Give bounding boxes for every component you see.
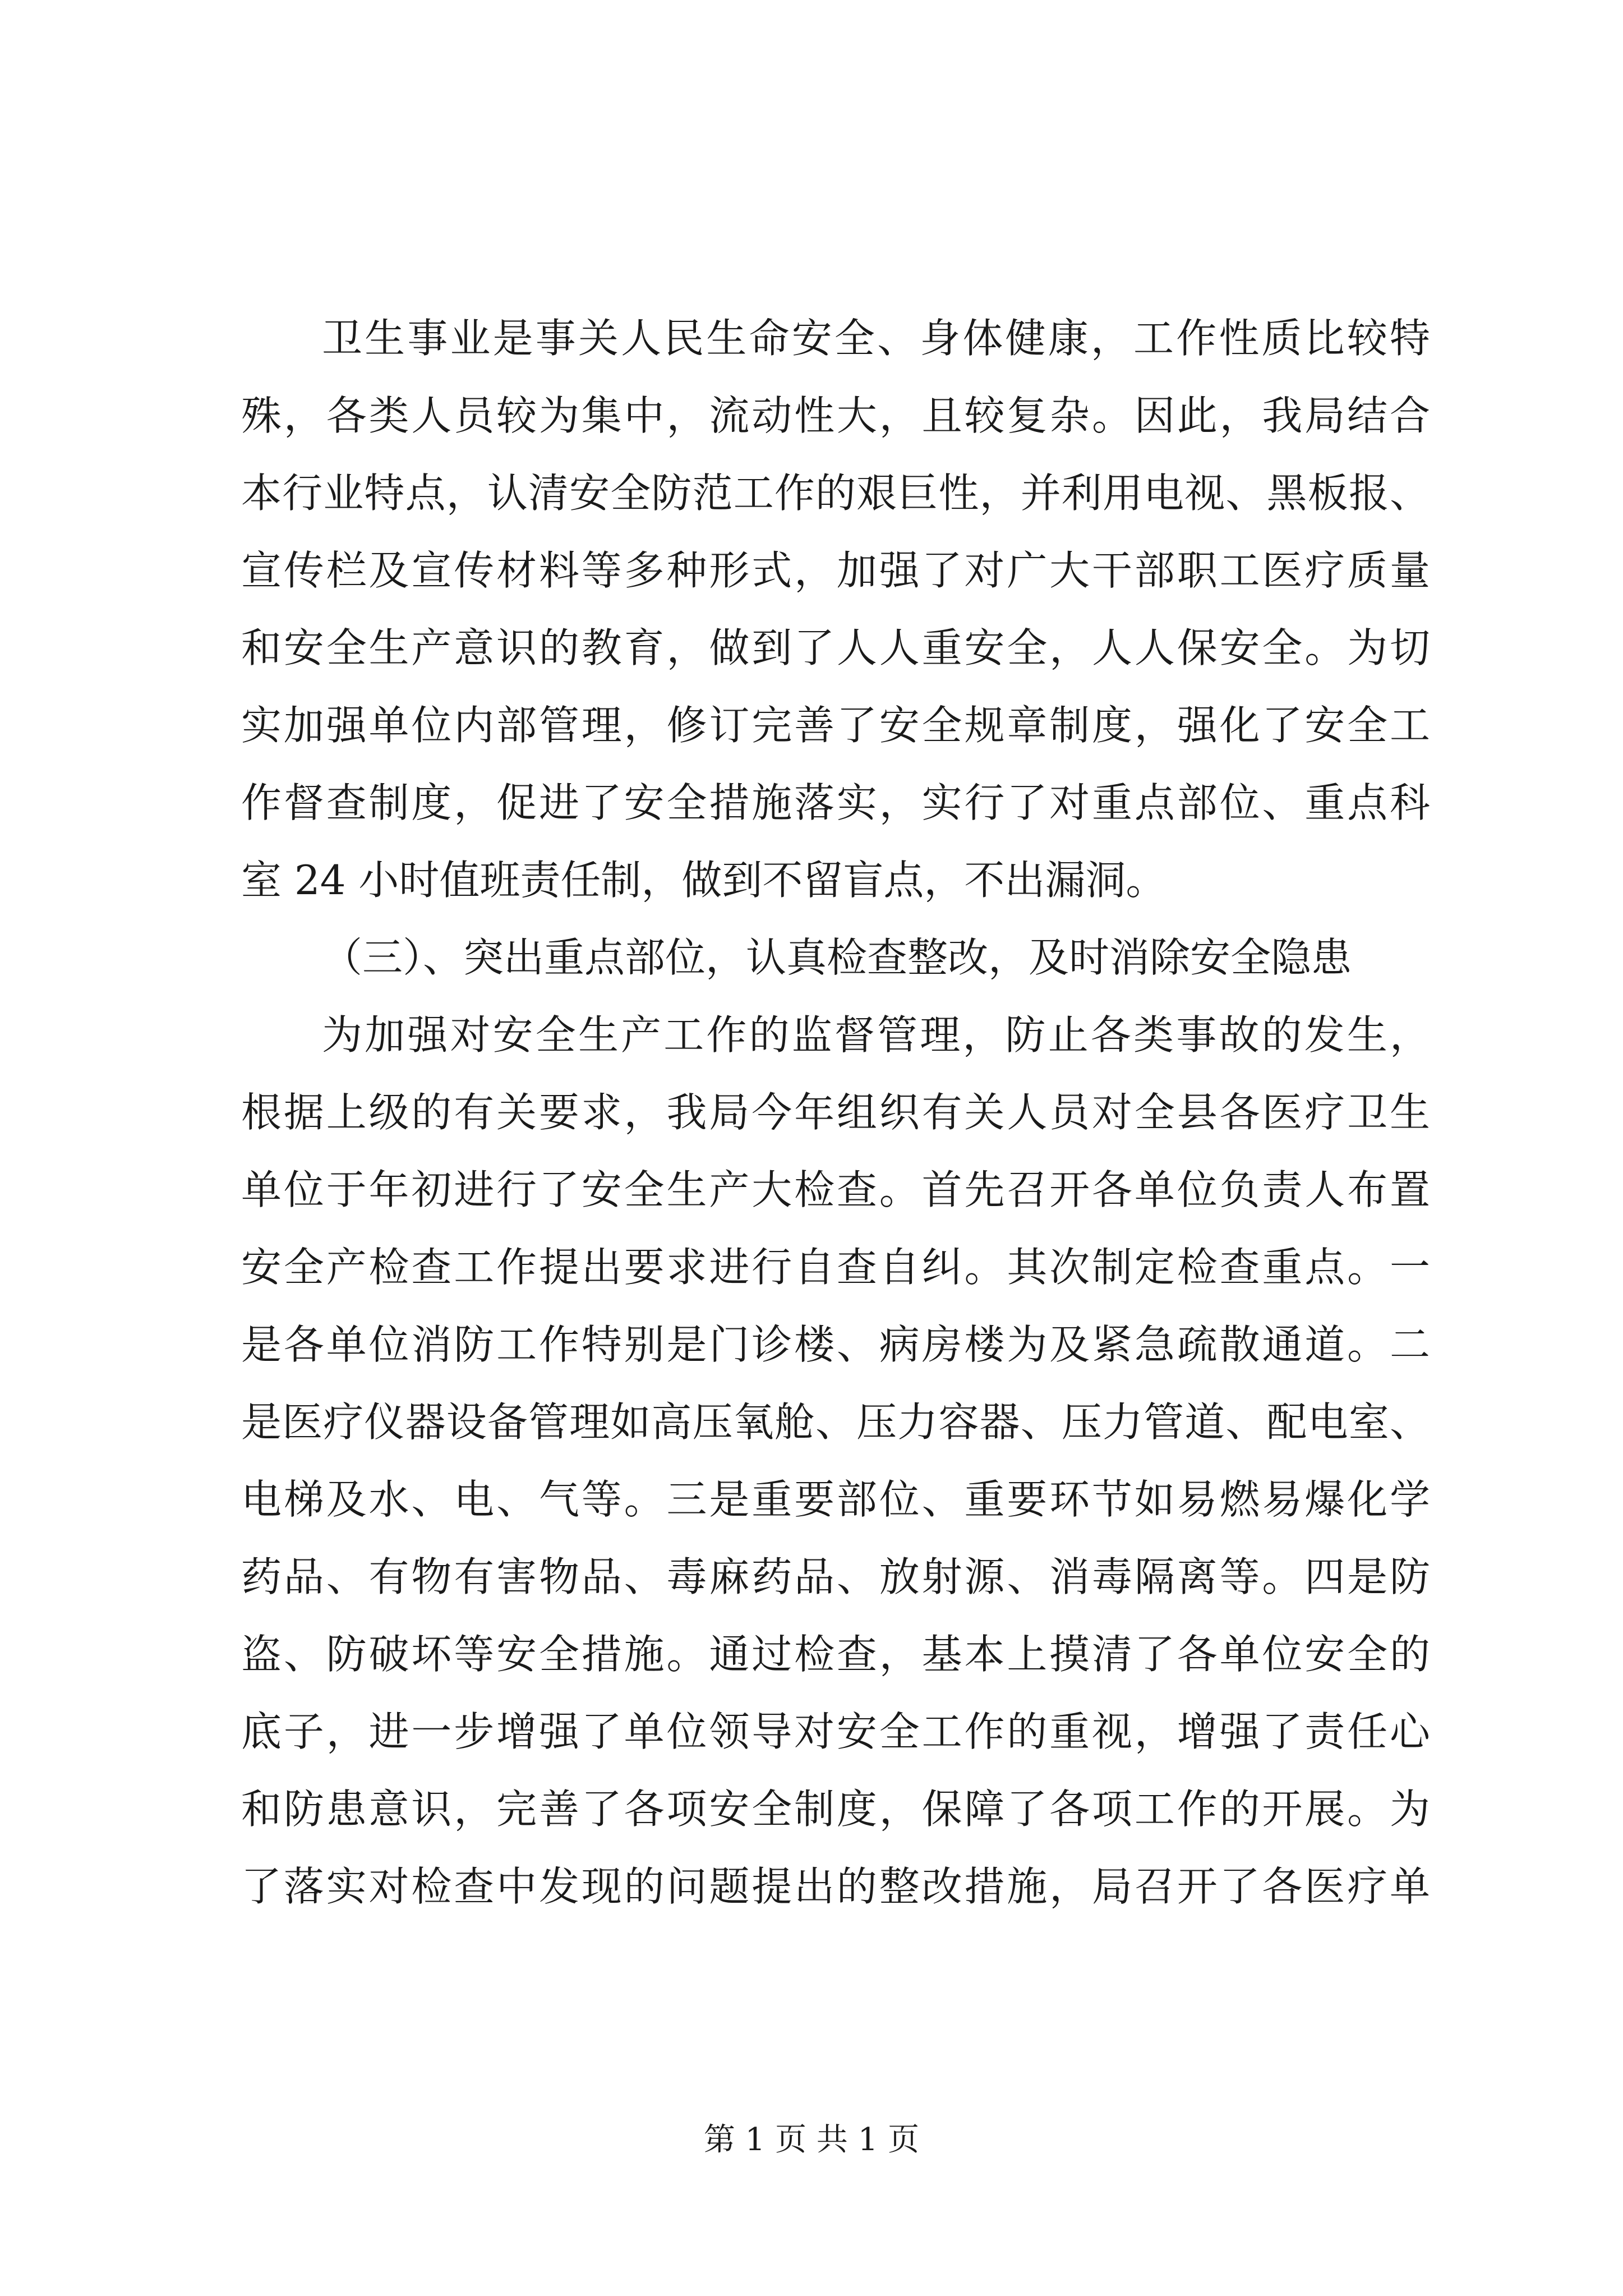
paragraph-2-line-11: 和防患意识，完善了各项安全制度，保障了各项工作的开展。为 [241,1786,1430,1833]
paragraph-1-line-4: 宣传栏及宣传材料等多种形式，加强了对广大干部职工医疗质量 [241,547,1430,594]
paragraph-1-line-6: 实加强单位内部管理，修订完善了安全规章制度，强化了安全工 [241,702,1430,749]
page-footer [0,2118,1623,2162]
paragraph-1-line-7: 作督查制度，促进了安全措施落实，实行了对重点部位、重点科 [241,779,1430,826]
section-heading-3: （三）、突出重点部位，认真检查整改，及时消除安全隐患 [322,934,1352,981]
paragraph-2-line-9: 盗、防破坏等安全措施。通过检查，基本上摸清了各单位安全的 [241,1631,1430,1678]
paragraph-2-line-7: 电梯及水、电、气等。三是重要部位、重要环节如易燃易爆化学 [241,1476,1430,1523]
paragraph-1-line-8: 室 24 小时值班责任制，做到不留盲点，不出漏洞。 [241,857,1166,904]
paragraph-2-line-6: 是医疗仪器设备管理如高压氧舱、压力容器、压力管道、配电室、 [241,1398,1430,1446]
paragraph-2-line-1: 为加强对安全生产工作的监督管理，防止各类事故的发生， [322,1011,1430,1059]
paragraph-2-line-5: 是各单位消防工作特别是门诊楼、病房楼为及紧急疏散通道。二 [241,1321,1430,1368]
paragraph-2-line-10: 底子，进一步增强了单位领导对安全工作的重视，增强了责任心 [241,1708,1430,1755]
paragraph-2-line-2: 根据上级的有关要求，我局今年组织有关人员对全县各医疗卫生 [241,1089,1430,1136]
paragraph-1-line-1: 卫生事业是事关人民生命安全、身体健康，工作性质比较特 [322,315,1430,362]
paragraph-1-line-5: 和安全生产意识的教育，做到了人人重安全，人人保安全。为切 [241,624,1430,671]
paragraph-2-line-12: 了落实对检查中发现的问题提出的整改措施，局召开了各医疗单 [241,1863,1430,1910]
paragraph-2-line-4: 安全产检查工作提出要求进行自查自纠。其次制定检查重点。一 [241,1244,1430,1291]
page-number-label: 第 1 页 共 1 页 [703,2122,920,2158]
paragraph-2-line-8: 药品、有物有害物品、毒麻药品、放射源、消毒隔离等。四是防 [241,1553,1430,1600]
paragraph-1-line-2: 殊，各类人员较为集中，流动性大，且较复杂。因此，我局结合 [241,392,1430,439]
paragraph-2-line-3: 单位于年初进行了安全生产大检查。首先召开各单位负责人布置 [241,1166,1430,1213]
paragraph-1-line-3: 本行业特点，认清安全防范工作的艰巨性，并利用电视、黑板报、 [241,470,1430,517]
